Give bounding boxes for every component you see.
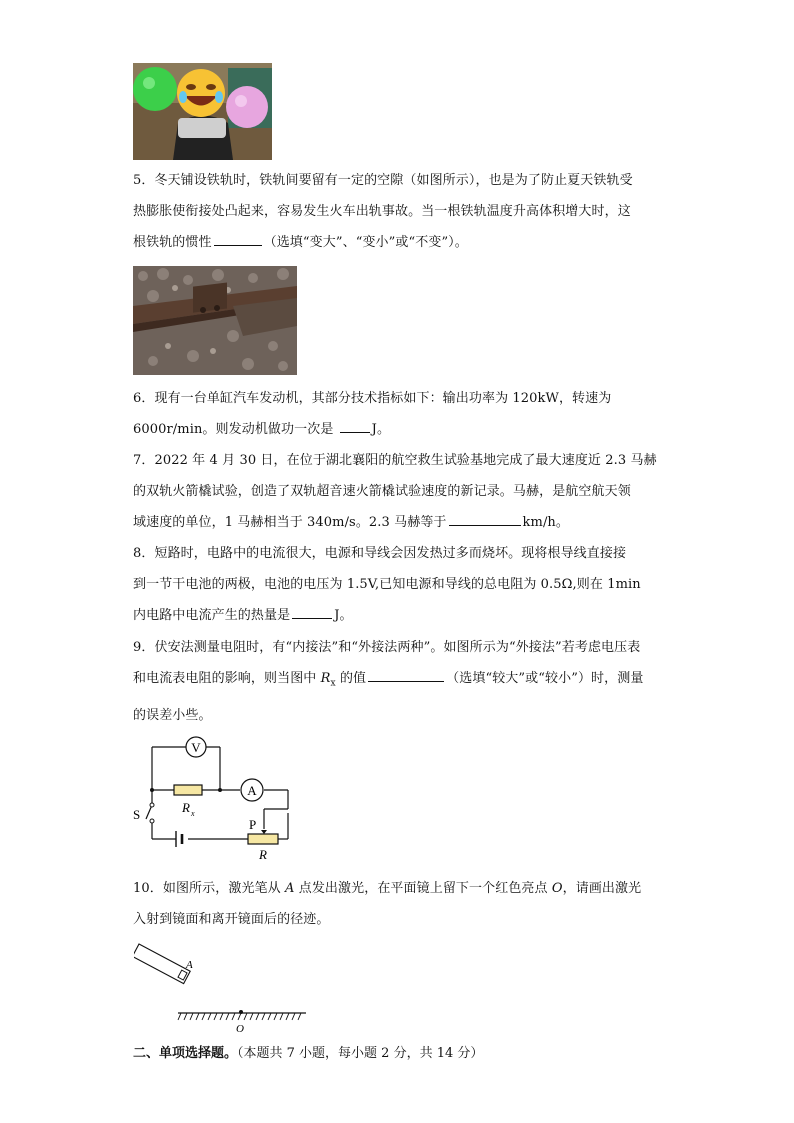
q7-line2: 的双轨火箭橇试验，创造了双轨超音速火箭橇试验速度的新记录。马赫，是航空航天领 [133,484,631,499]
railway-photo [133,266,297,375]
q5-answer-blank[interactable] [214,231,262,246]
question-7 [133,445,663,538]
q9-line3: 的误差小些。 [133,707,212,723]
resistor-rx-icon [174,785,202,795]
rx-symbol: R [320,671,331,686]
q9-line1: 9．伏安法测量电阻时，有“内接法”和“外接法两种”。如图所示为“外接法”若考虑电压表 [133,640,641,655]
question-10 [133,873,663,935]
q9-answer-blank[interactable] [368,667,444,682]
voltmeter-label: V [191,740,201,755]
circuit-diagram [128,733,298,865]
q8-answer-blank[interactable] [292,604,332,619]
question-8 [133,538,663,631]
q5-line3: 根铁轨的惯性 （选填“变大”、“变小”或“不变”）。 [133,227,663,258]
q6-line1: 6．现有一台单缸汽车发动机，其部分技术指标如下：输出功率为 120kW，转速为 [133,391,612,406]
switch-label: S [133,807,141,822]
q8-line3: 内电路中电流产生的热量是 J。 [133,600,663,631]
question-9 [133,632,663,731]
q9-line2: 和电流表电阻的影响，则当图中 $R_x$ 的值 （选填“较大”或“较小”）时，测量 [133,663,663,700]
ammeter-label: A [247,783,257,798]
q5-line2: 热膨胀使衔接处凸起来，容易发生火车出轨事故。当一根铁轨温度升高体积增大时，这 [133,204,631,219]
rheostat-label: R [259,847,267,862]
q8-line1: 8．短路时，电路中的电流很大，电源和导线会因发热过多而烧坏。现将根导线直接接 [133,546,627,561]
question-5 [133,165,663,258]
q10-line1: 10．如图所示，激光笔从 A 点发出激光，在平面镜上留下一个红色亮点 O，请画出激光 [133,881,642,896]
q7-line1: 7．2022 年 4 月 30 日，在位于湖北襄阳的航空救生试验基地完成了最大速度近 2.3 马赫 [133,453,657,468]
q6-answer-blank[interactable] [340,418,370,433]
q5-line1: 5．冬天铺设铁轨时，铁轨间要留有一定的空隙（如图所示），也是为了防止夏天铁轨受 [133,173,633,188]
slider-label: P [249,817,257,832]
svg-text:x: x [191,809,195,818]
point-o-label: O [236,1023,244,1035]
q8-line2: 到一节干电池的两极，电池的电压为 1.5V,已知电源和导线的总电阻为 0.5Ω,则在 1min [133,577,641,592]
point-a-label: A [186,959,193,971]
laser-mirror-figure [134,936,314,1036]
q7-line3: 域速度的单位，1 马赫相当于 340m/s。2.3 马赫等于 km/h。 [133,507,663,538]
question-6 [133,383,663,445]
q6-line2: 6000r/min。则发动机做功一次是 J。 [133,414,663,445]
balloons-photo [133,63,272,160]
resistor-rx-label: R [182,800,190,815]
q10-line2: 入射到镜面和离开镜面后的径迹。 [133,912,330,927]
section-2-heading: 二、单项选择题。（本题共 7 小题，每小题 2 分，共 14 分） [133,1046,484,1061]
point-o-marker [239,1010,243,1014]
rheostat-icon [248,834,278,844]
q7-answer-blank[interactable] [449,511,521,526]
laser-pen-icon [134,944,190,984]
